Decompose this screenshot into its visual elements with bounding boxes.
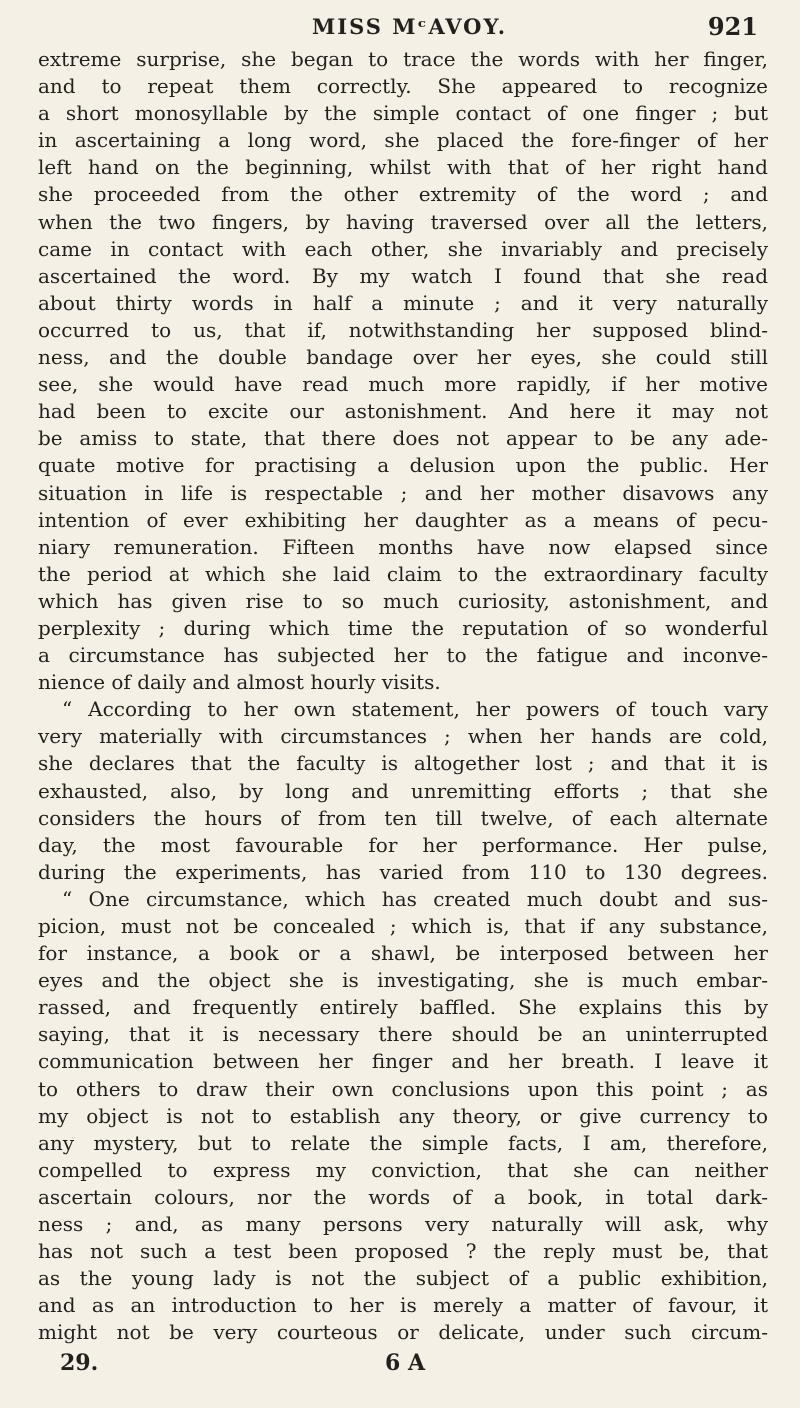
text-line: a circumstance has subjected her to the fatigue and inconve- xyxy=(38,643,768,668)
text-line: came in contact with each other, she invariably and precisely xyxy=(38,236,768,261)
text-line: and as an introduction to her is merely a matter of favour, it xyxy=(38,1293,768,1318)
text-line: exhausted, also, by long and unremitting efforts ; that she xyxy=(38,778,768,803)
page-header xyxy=(0,8,800,44)
text-line: “ According to her own statement, her powers of touch vary xyxy=(62,697,768,722)
signature-mark: 6 A xyxy=(385,1350,426,1376)
text-line: my object is not to establish any theory, or give currency to xyxy=(38,1103,768,1128)
text-line: “ One circumstance, which has created much doubt and sus- xyxy=(62,886,768,911)
text-line: and to repeat them correctly. She appeared to recognize xyxy=(38,74,768,99)
text-line: to others to draw their own conclusions upon this point ; as xyxy=(38,1076,768,1101)
text-line: communication between her finger and her breath. I leave it xyxy=(38,1049,768,1074)
text-line: about thirty words in half a minute ; and it very naturally xyxy=(38,290,768,315)
text-line: rassed, and frequently entirely baffled. She explains this by xyxy=(38,995,768,1020)
text-line: day, the most favourable for her performance. Her pulse, xyxy=(38,832,768,857)
text-line: she declares that the faculty is altogether lost ; and that it is xyxy=(38,751,768,776)
text-line: ascertain colours, nor the words of a book, in total dark- xyxy=(38,1184,768,1209)
text-line: picion, must not be concealed ; which is, that if any substance, xyxy=(38,914,768,938)
text-line: intention of ever exhibiting her daughter as a means of pecu- xyxy=(38,507,768,532)
text-line: when the two fingers, by having traversed over all the letters, xyxy=(38,209,768,234)
text-line: in ascertaining a long word, she placed the fore-finger of her xyxy=(38,128,768,153)
signature-number: 29. xyxy=(60,1350,99,1376)
text-line: niary remuneration. Fifteen months have now elapsed since xyxy=(38,534,768,559)
body-text xyxy=(38,46,768,1347)
text-line: extreme surprise, she began to trace the words with her finger, xyxy=(38,47,768,71)
text-line: ness, and the double bandage over her eyes, she could still xyxy=(38,345,768,370)
text-line: nience of daily and almost hourly visits. xyxy=(38,670,441,695)
text-line: considers the hours of from ten till twelve, of each alternate xyxy=(38,805,768,830)
running-head: MISS MᶜAVOY. xyxy=(312,14,508,39)
text-line: had been to excite our astonishment. And here it may not xyxy=(38,399,768,424)
text-line: ness ; and, as many persons very naturally will ask, why xyxy=(38,1212,768,1237)
page-footer xyxy=(0,1350,800,1380)
text-line: for instance, a book or a shawl, be interposed between her xyxy=(38,941,768,966)
text-line: quate motive for practising a delusion upon the public. Her xyxy=(38,453,768,478)
text-line: compelled to express my conviction, that she can neither xyxy=(38,1157,768,1182)
page-number: 921 xyxy=(707,12,758,41)
text-line: during the experiments, has varied from 110 to 130 degrees. xyxy=(38,859,768,884)
text-line: saying, that it is necessary there should be an uninterrupted xyxy=(38,1022,768,1047)
text-line: she proceeded from the other extremity of the word ; and xyxy=(38,182,768,207)
text-line: as the young lady is not the subject of a public exhibition, xyxy=(38,1266,768,1291)
text-line: a short monosyllable by the simple contact of one finger ; but xyxy=(38,101,768,126)
text-line: be amiss to state, that there does not appear to be any ade- xyxy=(38,426,768,451)
text-line: very materially with circumstances ; when her hands are cold, xyxy=(38,724,768,749)
text-line: might not be very courteous or delicate, under such circum- xyxy=(38,1320,768,1345)
text-line: see, she would have read much more rapidly, if her motive xyxy=(38,372,768,397)
text-line: has not such a test been proposed ? the reply must be, that xyxy=(38,1239,768,1264)
text-line: any mystery, but to relate the simple facts, I am, therefore, xyxy=(38,1130,768,1155)
text-line: eyes and the object she is investigating, she is much embar- xyxy=(38,968,768,993)
text-line: occurred to us, that if, notwithstanding her supposed blind- xyxy=(38,317,768,342)
text-line: situation in life is respectable ; and her mother disavows any xyxy=(38,480,768,505)
text-line: the period at which she laid claim to the extraordinary faculty xyxy=(38,561,768,586)
text-line: ascertained the word. By my watch I found that she read xyxy=(38,263,768,288)
text-line: perplexity ; during which time the reputation of so wonderful xyxy=(38,615,768,640)
text-line: which has given rise to so much curiosity, astonishment, and xyxy=(38,588,768,613)
text-line: left hand on the beginning, whilst with that of her right hand xyxy=(38,155,768,180)
